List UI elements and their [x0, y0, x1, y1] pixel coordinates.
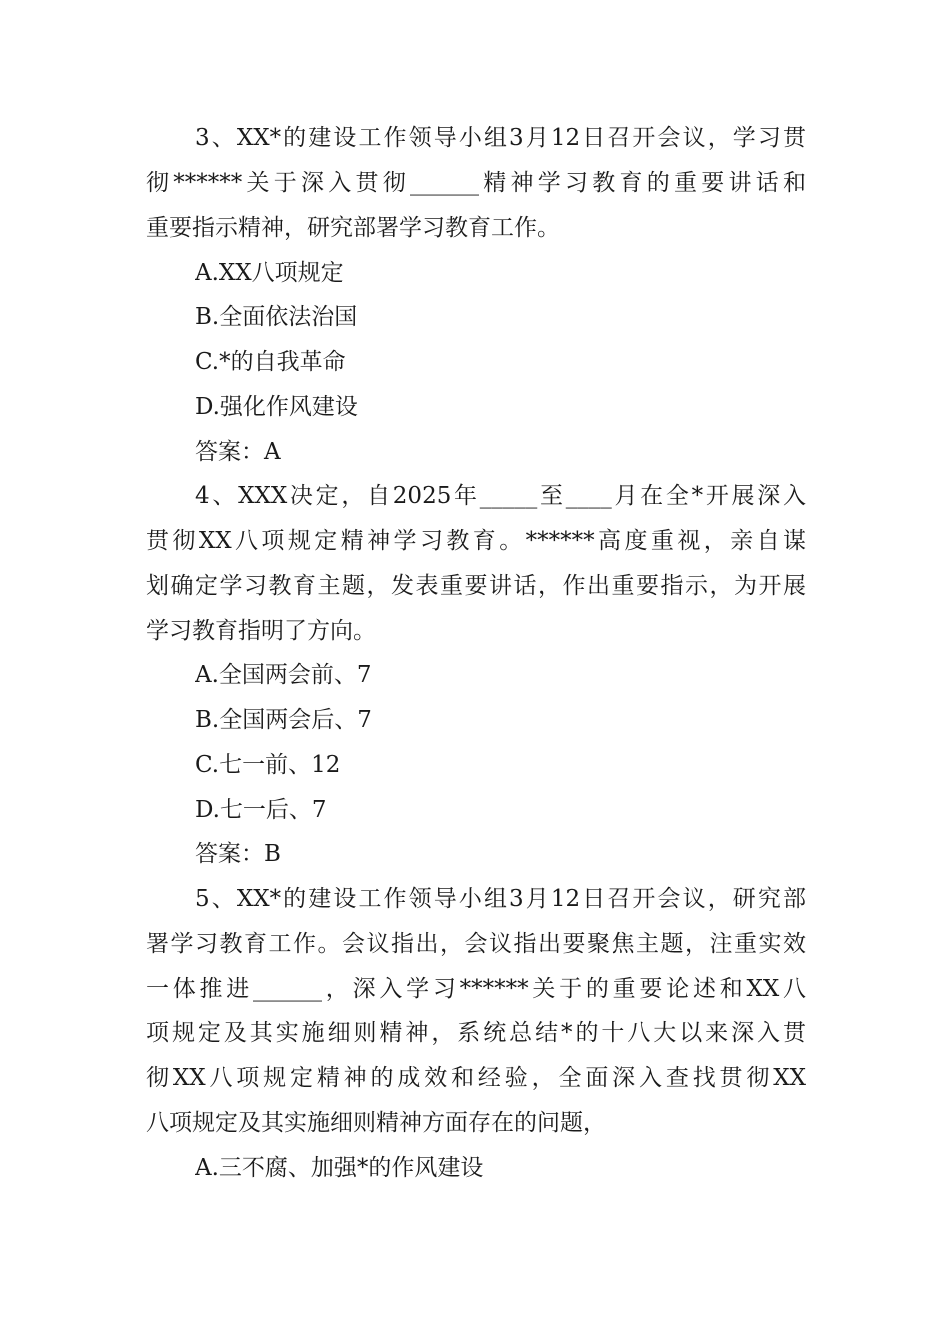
- q3-line-2: 彻******关于深入贯彻______精神学习教育的重要讲话和: [146, 170, 806, 196]
- q4-option-c: C.七一前、12: [195, 752, 341, 778]
- q4-option-b: B.全国两会后、7: [195, 707, 372, 733]
- q5-option-a: A.三不腐、加强*的作风建设: [195, 1155, 484, 1181]
- q5-line-4: 项规定及其实施细则精神，系统总结*的十八大以来深入贯: [146, 1020, 806, 1046]
- q5-line-6: 八项规定及其实施细则精神方面存在的问题，: [146, 1110, 606, 1136]
- q4-option-a: A.全国两会前、7: [195, 662, 372, 688]
- q5-line-2: 署学习教育工作。会议指出，会议指出要聚焦主题，注重实效: [146, 931, 806, 957]
- q3-option-d: D.强化作风建设: [195, 394, 358, 420]
- q3-option-a: A.XX八项规定: [195, 260, 344, 286]
- q4-line-3: 划确定学习教育主题，发表重要讲话，作出重要指示，为开展: [146, 573, 806, 599]
- q4-line-4: 学习教育指明了方向。: [146, 618, 376, 644]
- q4-option-d: D.七一后、7: [195, 797, 327, 823]
- q4-line-2: 贯彻XX八项规定精神学习教育。******高度重视，亲自谋: [146, 528, 806, 554]
- q5-line-1: 5、XX*的建设工作领导小组3月12日召开会议，研究部: [195, 886, 806, 912]
- q3-line-1: 3、XX*的建设工作领导小组3月12日召开会议，学习贯: [195, 125, 806, 151]
- q4-answer: 答案：B: [195, 841, 281, 867]
- q5-line-5: 彻XX八项规定精神的成效和经验，全面深入查找贯彻XX: [146, 1065, 806, 1091]
- q3-line-3: 重要指示精神，研究部署学习教育工作。: [146, 215, 560, 241]
- q4-line-1: 4、XXX决定，自2025年_____至____月在全*开展深入: [195, 483, 806, 509]
- q3-answer: 答案：A: [195, 439, 281, 465]
- q3-option-c: C.*的自我革命: [195, 349, 346, 375]
- q3-option-b: B.全面依法治国: [195, 304, 358, 330]
- q5-line-3: 一体推进______，深入学习******关于的重要论述和XX八: [146, 976, 806, 1002]
